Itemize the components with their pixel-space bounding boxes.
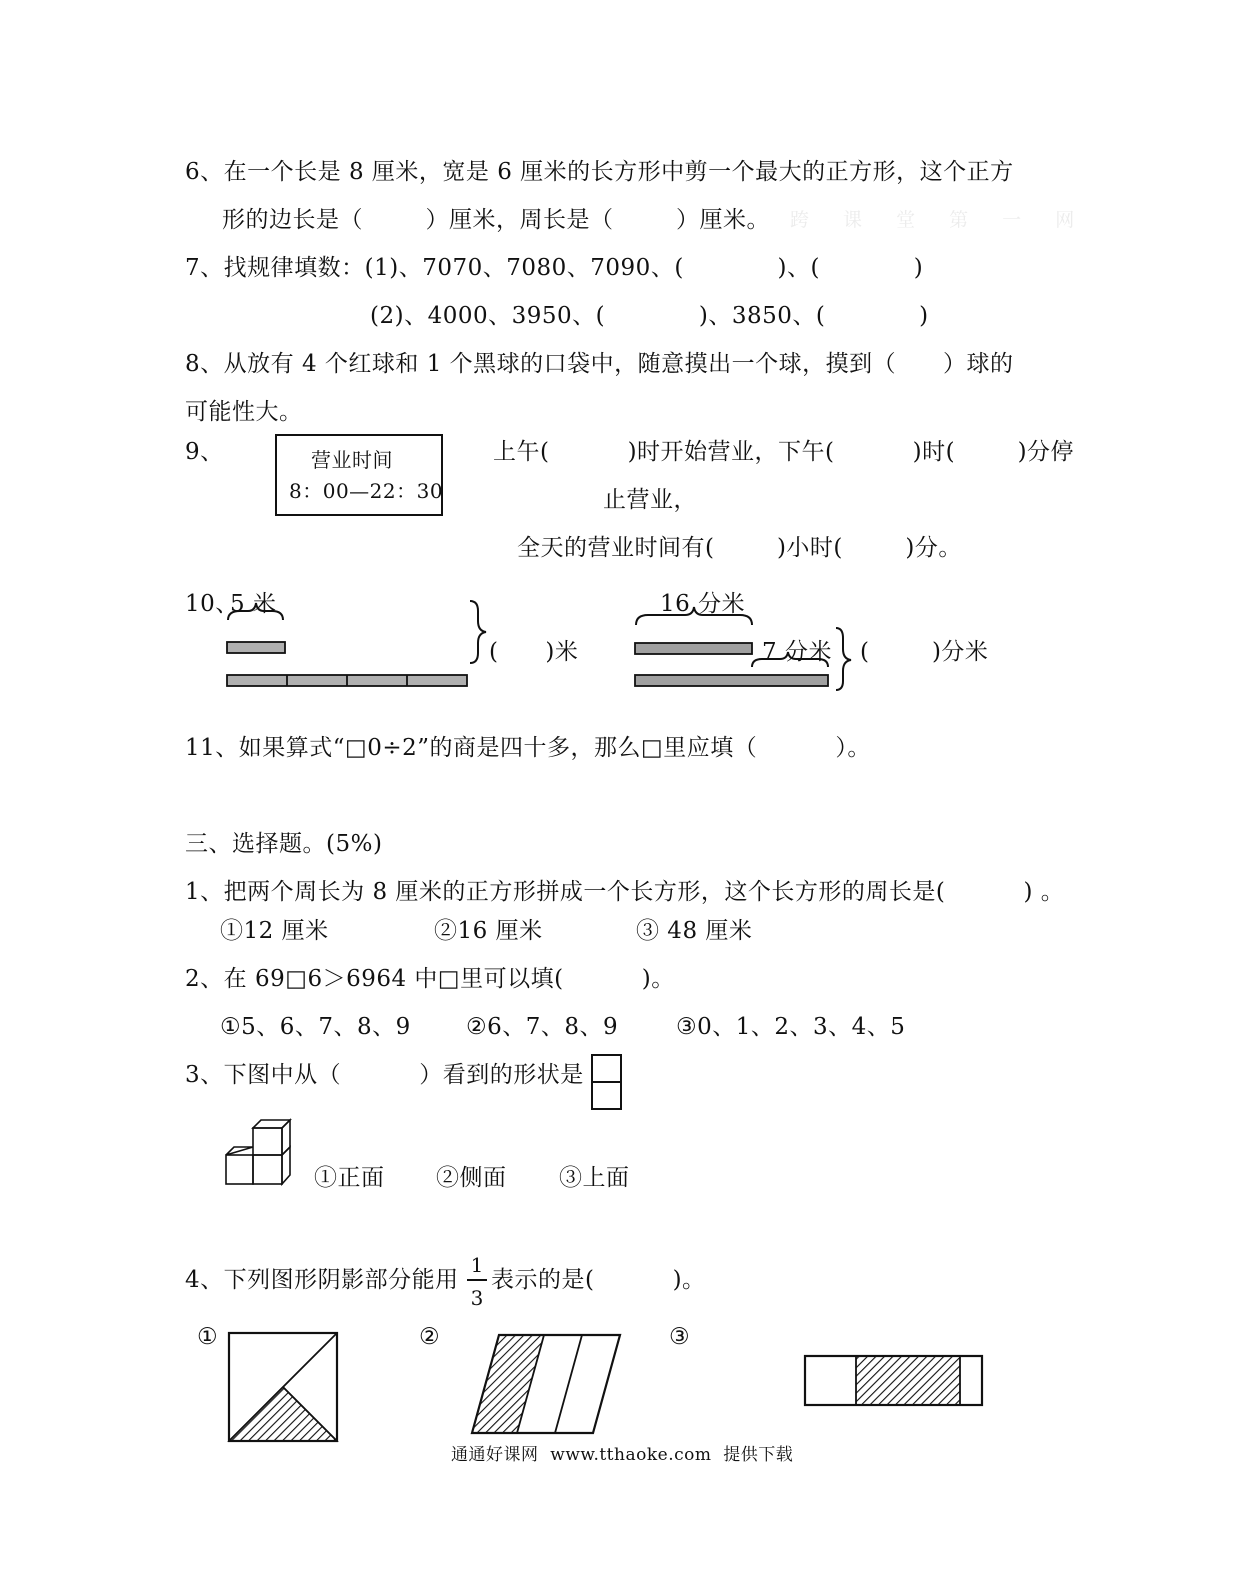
watermark-text: 跨 课 堂 第 一 网 (790, 209, 1089, 231)
footer-text: 通通好课网 www.tthaoke.com 提供下载 (451, 1445, 794, 1465)
c2-question: 2、在 69□6＞6964 中□里可以填( )。 (185, 966, 675, 992)
c3-option-3: ③上面 (559, 1165, 630, 1191)
c1-option-1: ①12 厘米 (220, 918, 329, 944)
q10-left-label: 5 米 (230, 591, 277, 617)
c1-option-2: ②16 厘米 (434, 918, 543, 944)
q8-line1: 8、从放有 4 个红球和 1 个黑球的口袋中，随意摸出一个球，摸到（ ）球的 (185, 351, 1014, 377)
fraction-denominator: 3 (470, 1286, 484, 1310)
q10-number: 10、 (185, 591, 239, 617)
q9-line1: 上午( )时开始营业，下午( )时( )分停 (493, 439, 1075, 465)
c2-option-1: ①5、6、7、8、9 (220, 1014, 411, 1040)
c4-question-post: 表示的是( )。 (491, 1267, 706, 1293)
c3-question: 3、下图中从（ ）看到的形状是 (185, 1062, 584, 1088)
c4-question-pre: 4、下列图形阴影部分能用 (185, 1267, 459, 1293)
section3-title: 三、选择题。(5%) (185, 831, 383, 857)
q6-line1: 6、在一个长是 8 厘米，宽是 6 厘米的长方形中剪一个最大的正方形，这个正方 (185, 159, 1014, 185)
q7-line2: (2)、4000、3950、( )、3850、( ) (370, 303, 929, 329)
q9-line2: 止营业， (603, 487, 697, 513)
q10-right-top-label: 16 分米 (660, 591, 746, 617)
q10-left-answer: ( )米 (489, 639, 579, 665)
business-hours-time: 8：00—22：30 (289, 479, 444, 503)
c2-option-2: ②6、7、8、9 (466, 1014, 619, 1040)
q11-text: 11、如果算式“□0÷2”的商是四十多，那么□里应填（ ）。 (185, 735, 871, 761)
c1-option-3: ③ 48 厘米 (636, 918, 753, 944)
fraction-numerator: 1 (470, 1253, 484, 1277)
q10-right-mid-label: 7 分米 (762, 639, 832, 665)
q8-line2: 可能性大。 (185, 399, 303, 425)
q9-line3: 全天的营业时间有( )小时( )分。 (517, 535, 962, 561)
q6-line2: 形的边长是（ ）厘米，周长是（ ）厘米。 (222, 207, 770, 233)
c3-option-2: ②侧面 (436, 1165, 507, 1191)
c3-option-1: ①正面 (314, 1165, 385, 1191)
q7-line1: 7、找规律填数：(1)、7070、7080、7090、( )、( ) (185, 255, 924, 281)
c2-option-3: ③0、1、2、3、4、5 (676, 1014, 906, 1040)
business-hours-title: 营业时间 (311, 448, 393, 472)
c4-label-3: ③ (669, 1324, 691, 1350)
c4-label-1: ① (197, 1324, 219, 1350)
c1-question: 1、把两个周长为 8 厘米的正方形拼成一个长方形，这个长方形的周长是( ) 。 (185, 879, 1065, 905)
q9-number: 9、 (185, 439, 224, 465)
q10-right-answer: ( )分米 (860, 639, 989, 665)
c4-label-2: ② (419, 1324, 441, 1350)
